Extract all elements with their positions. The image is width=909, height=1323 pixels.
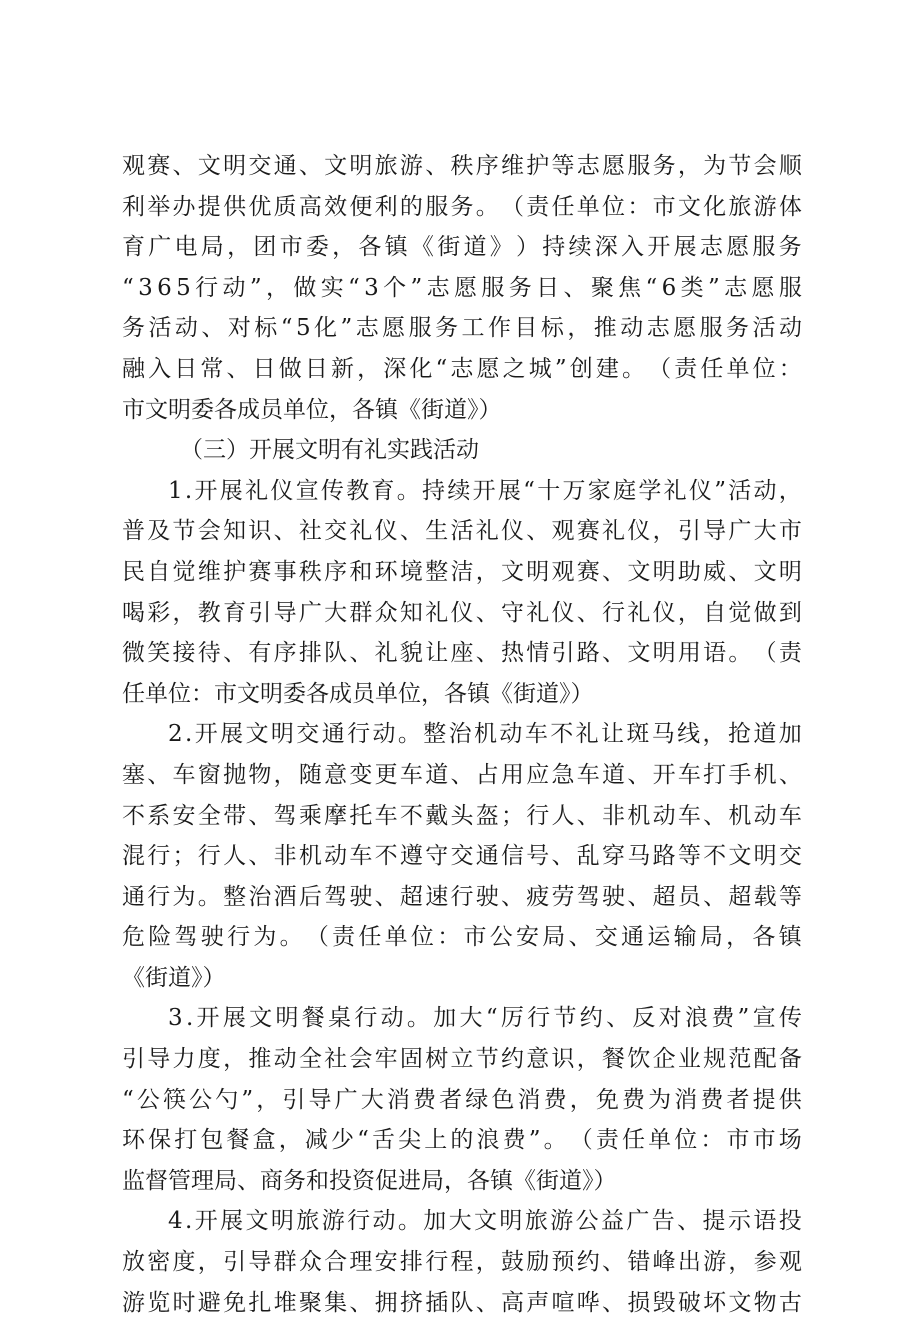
text-line: 育 广 电 局 ， 团 市 委 ， 各 镇 《 街 道 》 ） 持 续 深 入 开 展 志 愿 服 务 xyxy=(122,234,802,261)
text-line: 任单位：市文明委各成员单位，各镇《街道》） xyxy=(122,680,594,707)
text-line: “ 公 筷 公 勺 ” ， 引 导 广 大 消 费 者 绿 色 消 费 ， 免 费 为 消 费 者 提 供 xyxy=(122,1086,802,1113)
text-line: 喝 彩 ， 教 育 引 导 广 大 群 众 知 礼 仪 、 守 礼 仪 、 行 礼 仪 ， 自 觉 做 到 xyxy=(122,599,802,626)
text-line: 1 . 开 展 礼 仪 宣 传 教 育 。 持 续 开 展 “ 十 万 家 庭 学 礼 仪 ” 活 动 ， xyxy=(168,477,802,504)
text-line: 不 系 安 全 带 、 驾 乘 摩 托 车 不 戴 头 盔 ； 行 人 、 非 机 动 车 、 机 动 车 xyxy=(122,802,802,829)
text-line: 民 自 觉 维 护 赛 事 秩 序 和 环 境 整 洁 ， 文 明 观 赛 、 文 明 助 威 、 文 明 xyxy=(122,558,802,585)
text-line: 混 行 ； 行 人 、 非 机 动 车 不 遵 守 交 通 信 号 、 乱 穿 马 路 等 不 文 明 交 xyxy=(122,843,802,870)
text-line: 普 及 节 会 知 识 、 社 交 礼 仪 、 生 活 礼 仪 、 观 赛 礼 仪 ， 引 导 广 大 市 xyxy=(122,518,802,545)
text-line: 3 . 开 展 文 明 餐 桌 行 动 。 加 大 “ 厉 行 节 约 、 反 对 浪 费 ” 宣 传 xyxy=(168,1005,802,1032)
text-line: 放 密 度 ， 引 导 群 众 合 理 安 排 行 程 ， 鼓 励 预 约 、 错 峰 出 游 ， 参 观 xyxy=(122,1249,802,1276)
text-line: （三）开展文明有礼实践活动 xyxy=(180,437,479,464)
text-line: 市文明委各成员单位，各镇《街道》） xyxy=(122,396,502,423)
text-line: 务 活 动 、 对 标 “ 5 化 ” 志 愿 服 务 工 作 目 标 ， 推 动 志 愿 服 务 活 动 xyxy=(122,315,802,342)
text-line: 通 行 为 。 整 治 酒 后 驾 驶 、 超 速 行 驶 、 疲 劳 驾 驶 、 超 员 、 超 载 等 xyxy=(122,883,802,910)
text-line: 《街道》） xyxy=(122,964,226,991)
text-line: 危 险 驾 驶 行 为 。 （ 责 任 单 位 ： 市 公 安 局 、 交 通 运 输 局 ， 各 镇 xyxy=(122,924,802,951)
text-line: 游 览 时 避 免 扎 堆 聚 集 、 拥 挤 插 队 、 高 声 喧 哗 、 损 毁 破 坏 文 物 古 xyxy=(122,1289,802,1316)
text-line: 4 . 开 展 文 明 旅 游 行 动 。 加 大 文 明 旅 游 公 益 广 告 、 提 示 语 投 xyxy=(168,1208,802,1235)
text-line: 观 赛 、 文 明 交 通 、 文 明 旅 游 、 秩 序 维 护 等 志 愿 服 务 ， 为 节 会 顺 xyxy=(122,153,802,179)
document-body xyxy=(122,146,802,1323)
text-line: 监督管理局、商务和投资促进局，各镇《街道》） xyxy=(122,1167,617,1194)
text-line: 微 笑 接 待 、 有 序 排 队 、 礼 貌 让 座 、 热 情 引 路 、 文 明 用 语 。 （ 责 xyxy=(122,640,802,667)
text-line: 融 入 日 常 、 日 做 日 新 ， 深 化 “ 志 愿 之 城 ” 创 建 。 （ 责 任 单 位 ： xyxy=(122,355,802,382)
text-line: 利 举 办 提 供 优 质 高 效 便 利 的 服 务 。 （ 责 任 单 位 ： 市 文 化 旅 游 体 xyxy=(122,193,802,220)
text-line: 引 导 力 度 ， 推 动 全 社 会 牢 固 树 立 节 约 意 识 ， 餐 饮 企 业 规 范 配 备 xyxy=(122,1046,802,1073)
text-line: 塞 、 车 窗 抛 物 ， 随 意 变 更 车 道 、 占 用 应 急 车 道 、 开 车 打 手 机 、 xyxy=(122,761,802,788)
text-line: “ 3 6 5 行 动 ” ， 做 实 “ 3 个 ” 志 愿 服 务 日 、 聚 焦 “ 6 类 ” 志 愿 服 xyxy=(122,274,802,301)
text-line: 2 . 开 展 文 明 交 通 行 动 。 整 治 机 动 车 不 礼 让 斑 马 线 ， 抢 道 加 xyxy=(168,721,802,748)
text-line: 环 保 打 包 餐 盒 ， 减 少 “ 舌 尖 上 的 浪 费 ” 。 （ 责 任 单 位 ： 市 市 场 xyxy=(122,1127,802,1154)
